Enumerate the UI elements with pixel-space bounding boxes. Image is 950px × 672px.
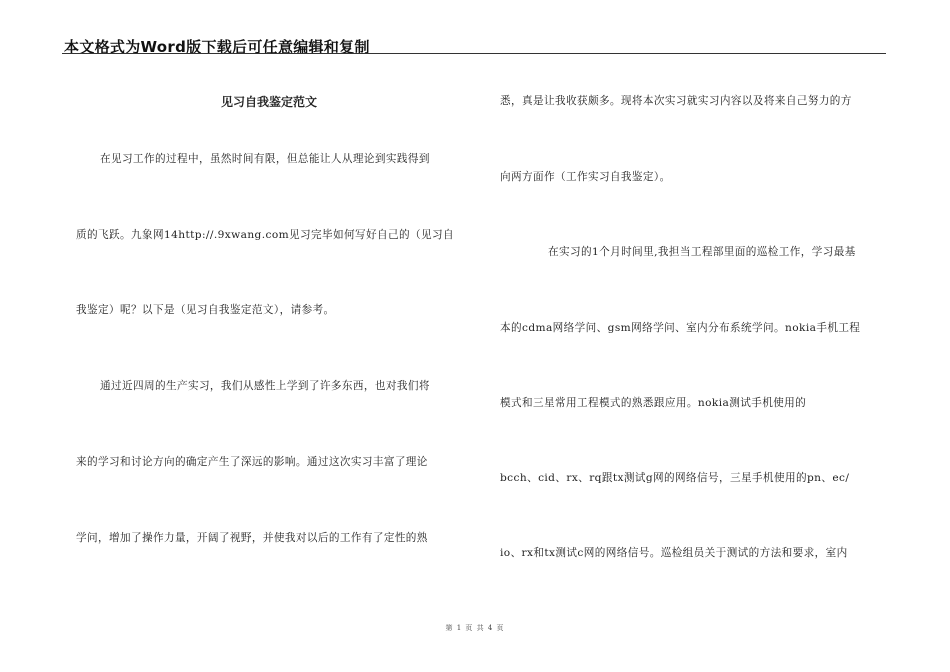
paragraph-line: bcch、cid、rx、rq跟tx测试g网的网络信号，三星手机使用的pn、ec/ — [500, 472, 850, 484]
header-title: 本文格式为Word版下载后可任意编辑和复制 — [64, 38, 370, 56]
paragraph-line: 质的飞跃。九象网14http://.9xwang.com见习完毕如何写好自己的（见习自 — [76, 229, 454, 241]
paragraph-line: 我鉴定）呢？以下是（见习自我鉴定范文），请参考。 — [76, 304, 335, 316]
paragraph-line: 模式和三星常用工程模式的熟悉跟应用。nokia测试手机使用的 — [500, 397, 807, 409]
document-title: 见习自我鉴定范文 — [220, 95, 317, 109]
paragraph-line: 学问，增加了操作力量，开阔了视野，并使我对以后的工作有了定性的熟 — [76, 532, 428, 544]
header-divider — [62, 53, 886, 54]
paragraph-line: 通过近四周的生产实习，我们从感性上学到了许多东西，也对我们将 — [100, 380, 430, 392]
page-number: 第 1 页 共 4 页 — [445, 624, 505, 632]
paragraph-line: 来的学习和讨论方向的确定产生了深远的影响。通过这次实习丰富了理论 — [76, 456, 428, 468]
paragraph-line: 向两方面作（工作实习自我鉴定）。 — [500, 171, 671, 183]
paragraph-line: 本的cdma网络学问、gsm网络学问、室内分布系统学问。nokia手机工程 — [500, 322, 861, 334]
paragraph-line: 在见习工作的过程中，虽然时间有限，但总能让人从理论到实践得到 — [100, 153, 430, 165]
paragraph-line: 在实习的1个月时间里,我担当工程部里面的巡检工作，学习最基 — [548, 246, 856, 258]
paragraph-line: io、rx和tx测试c网的网络信号。巡检组员关于测试的方法和要求，室内 — [500, 547, 848, 559]
paragraph-line: 悉，真是让我收获颇多。现将本次实习就实习内容以及将来自己努力的方 — [500, 95, 852, 107]
